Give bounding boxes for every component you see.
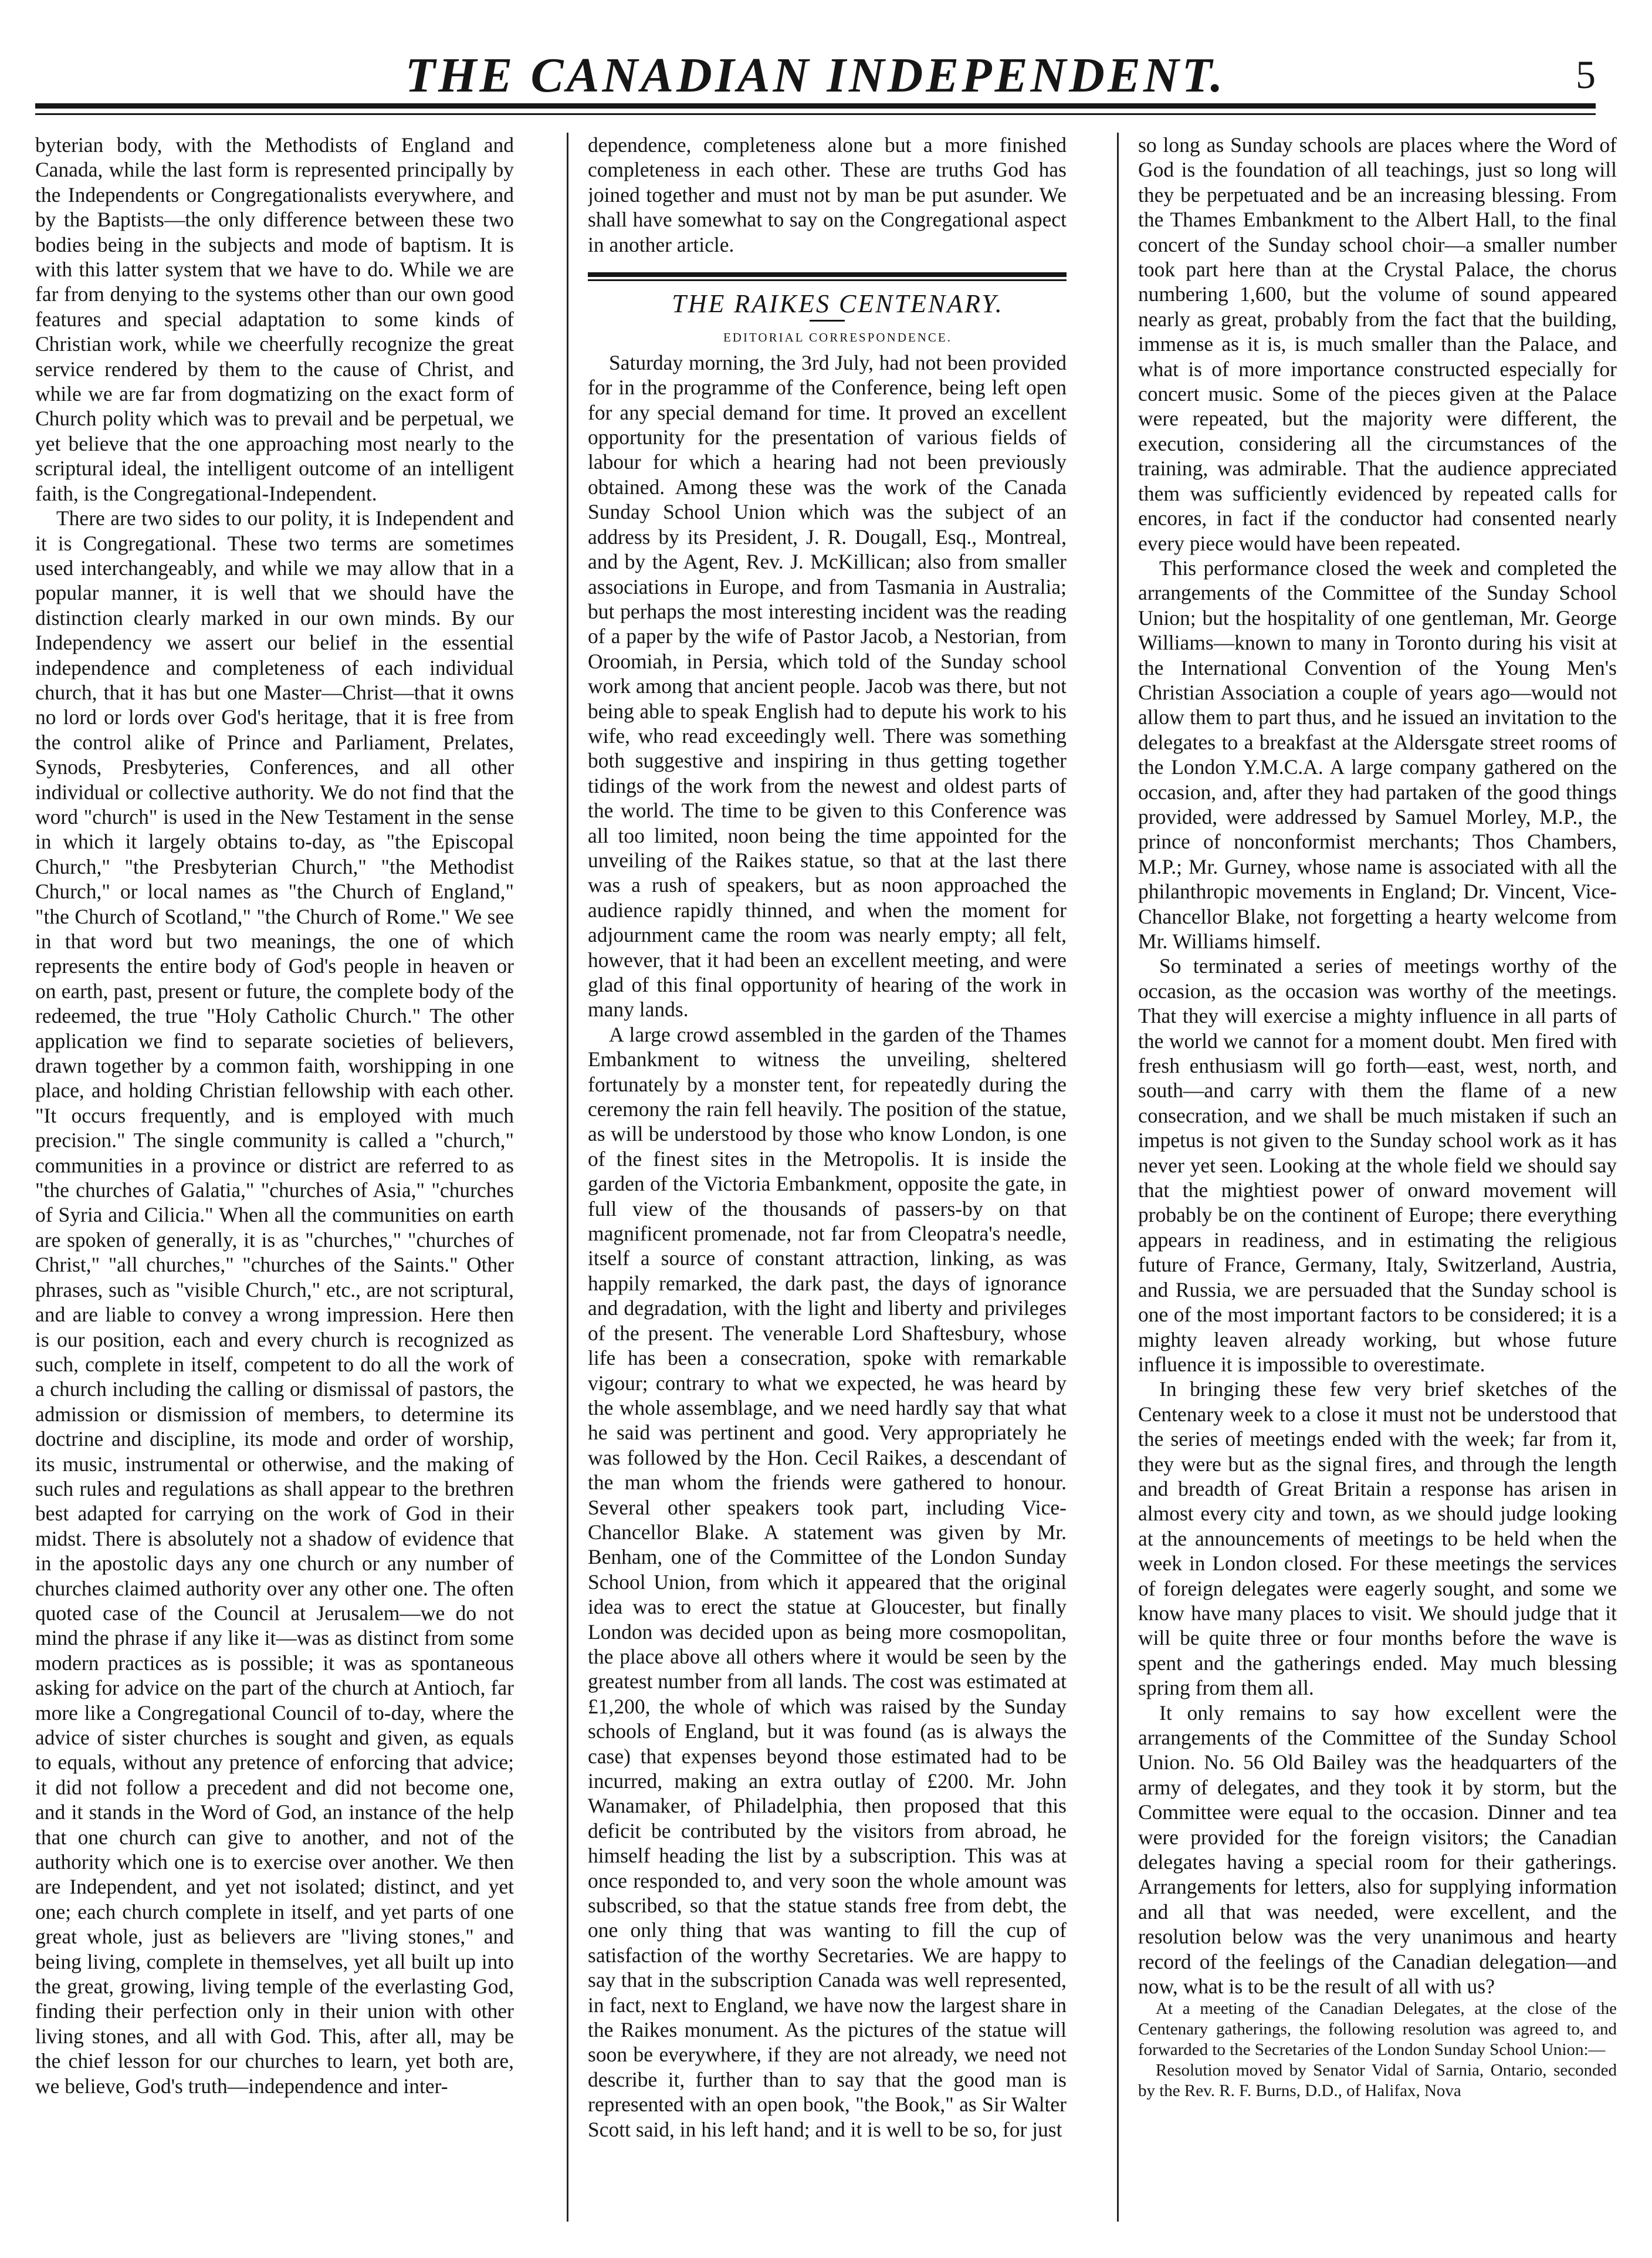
title-underline (810, 320, 845, 322)
header-rule-thin (35, 113, 1596, 115)
col3-paragraph-5: It only remains to say how excellent were the arrangements of the Committee of the Sunday School Union. No. 56 Old Bailey was the headquarters of the army of delegates, and they took it by storm, but the Committee were equal to the occasion. Dinner and tea were provided for the foreign visitors; the Canadian delegates having a special room for their gatherings. Arrangements for letters, also for supplying information and all that was needed, were excellent, and the resolution below was the very unanimous and hearty record of the feelings of the Canadian delegation—and now, what is to be the result of all with us? (1138, 1701, 1617, 1999)
page-number: 5 (1576, 52, 1596, 97)
col3-paragraph-3: So terminated a series of meetings worthy of the occasion, as the occasion was worthy of the meetings. That they will exercise a mighty influence in all parts of the world we cannot for a moment doubt. Men fired with fresh enthusiasm will go forth—east, west, north, and south—and carry with them the flame of a new consecration, and we shall be much mistaken if such an impetus is not given to the Sunday school work as it has never yet seen. Looking at the whole field we should say that the mightiest power of onward movement will probably be on the continent of Europe; there everything appears in readiness, and in estimating the religious future of France, Germany, Italy, Switzerland, Austria, and Russia, we are persuaded that the Sunday school is one of the most important factors to be considered; it is a mighty leaven already working, but whose future influence it is impossible to overestimate. (1138, 954, 1617, 1376)
article-subtitle: EDITORIAL CORRESPONDENCE. (723, 330, 952, 345)
column-divider-2 (1117, 133, 1119, 2222)
resolution-note-2: Resolution moved by Senator Vidal of Sarnia, Ontario, seconded by the Rev. R. F. Burns, D.D., of Halifax, Nova (1138, 2061, 1617, 2101)
column-3 (1138, 133, 1617, 2222)
publication-title: THE CANADIAN INDEPENDENT. (405, 48, 1226, 103)
col2-paragraph-2: A large crowd assembled in the garden of the Thames Embankment to witness the unveiling, sheltered fortunately by a monster tent, for repeatedly during the ceremony the rain fell heavily. The position of the statue, as will be understood by those who know London, is one of the finest sites in the Metropolis. It is inside the garden of the Victoria Embankment, opposite the gate, in full view of the thousands of passers-by on that magnificent promenade, not far from Cleopatra's needle, itself a source of constant attraction, linking, as was happily remarked, the dark past, the days of ignorance and degradation, with the light and liberty and privileges of the present. The venerable Lord Shaftesbury, whose life has been a consecration, spoke with remarkable vigour; contrary to what we expected, he was heard by the whole assemblage, and we need hardly say that what he said was pertinent and good. Very appropriately he was followed by the Hon. Cecil Raikes, a descendant of the man whom the friends were gathered to honour. Several other speakers took part, including Vice-Chancellor Blake. A statement was given by Mr. Benham, one of the Committee of the London Sunday School Union, from which it appeared that the original idea was to erect the statue at Gloucester, but finally London was decided upon as being more cosmopolitan, the place above all others where it would be seen by the greatest number from all lands. The cost was estimated at £1,200, the whole of which was raised by the Sunday schools of England, but it was found (as is always the case) that expenses beyond those estimated had to be incurred, making an extra outlay of £200. Mr. John Wanamaker, of Philadelphia, then proposed that this deficit be contributed by the visitors from abroad, he himself heading the list by a subscription. This was at once responded to, and very soon the whole amount was subscribed, so that the statue stands free from debt, the one only thing that was wanting to fill the cup of satisfaction of the worthy Secretaries. We are happy to say that in the subscription Canada was well represented, in fact, next to England, we have now the largest share in the Raikes monument. As the pictures of the statue will soon be everywhere, if they are not already, we need not describe it, further than to say that the good man is represented with an open book, "the Book," as Sir Walter Scott said, in his left hand; and it is well to be so, for just (588, 1022, 1067, 2141)
column-divider-1 (567, 133, 568, 2222)
col2-paragraph-1: Saturday morning, the 3rd July, had not been provided for in the programme of the Conference, being left open for any special demand for time. It proved an excellent opportunity for the presentation of various fields of labour for which a hearing had not been previously obtained. Among these was the work of the Canada Sunday School Union which was the subject of an address by its President, J. R. Dougall, Esq., Montreal, and by the Agent, Rev. J. McKillican; also from smaller associations in Europe, and from Tasmania in Australia; but perhaps the most interesting incident was the reading of a paper by the wife of Pastor Jacob, a Nestorian, from Oroomiah, in Persia, which told of the Sunday school work among that ancient people. Jacob was there, but not being able to speak English had to depute his work to his wife, who read exceedingly well. There was something both suggestive and inspiring in thus getting together tidings of the work from the newest and oldest parts of the world. The time to be given to this Conference was all too limited, noon being the time appointed for the unveiling of the Raikes statue, so that at the last there was a rush of speakers, but as noon approached the audience rapidly thinned, and when the moment for adjournment came the room was nearly empty; all felt, however, that it had been an excellent meeting, and were glad of this final opportunity of hearing of the work in many lands. (588, 350, 1067, 1022)
col1-paragraph-1: byterian body, with the Methodists of England and Canada, while the last form is represented principally by the Independents or Congregationalists everywhere, and by the Baptists—the only difference between these two bodies being in the subjects and mode of baptism. It is with this latter system that we have to do. While we are far from denying to the systems other than our own good features and special adaptation to some kinds of Christian work, while we cheerfully recognize the great service rendered by them to the cause of Christ, and while we are far from dogmatizing on the exact form of Church polity which was to prevail and be perpetual, we yet believe that the one approaching most nearly to the scriptural ideal, the intelligent outcome of an intelligent faith, is the Congregational-Independent. (35, 133, 514, 505)
col2-intro-paragraph: dependence, completeness alone but a more finished completeness in each other. These are truths God has joined together and must not by man be put asunder. We shall have somewhat to say on the Congregational aspect in another article. (588, 133, 1067, 256)
column-1 (35, 133, 514, 2222)
article-title: THE RAIKES CENTENARY. (672, 289, 1004, 319)
col3-paragraph-2: This performance closed the week and completed the arrangements of the Committee of the Sunday School Union; but the hospitality of one gentleman, Mr. George Williams—known to many in Toronto during his visit at the International Convention of the Young Men's Christian Association a couple of years ago—would not allow them to part thus, and he issued an invitation to the delegates to a breakfast at the Aldersgate street rooms of the London Y.M.C.A. A large company gathered on the occasion, and, after they had partaken of the good things provided, were addressed by Samuel Morley, M.P., the prince of nonconformist merchants; Thos Chambers, M.P.; Mr. Gurney, whose name is associated with all the philanthropic movements in England; Dr. Vincent, Vice-Chancellor Blake, not forgetting a hearty welcome from Mr. Williams himself. (1138, 556, 1617, 953)
col1-paragraph-2: There are two sides to our polity, it is Independent and it is Congregational. These two terms are sometimes used interchangeably, and while we may allow that in a popular manner, it is well that we should have the distinction clearly marked in our own minds. By our Independency we assert our belief in the essential independence and completeness of each individual church, that it has but one Master—Christ—that it owns no lord or lords over God's heritage, that it is free from the control alike of Prince and Parliament, Prelates, Synods, Presbyteries, Conferences, and all other individual or collective authority. We do not find that the word "church" is used in the New Testament in the sense in which it largely obtains to-day, as "the Episcopal Church," "the Presbyterian Church," "the Methodist Church," or local names as "the Church of England," "the Church of Scotland," "the Church of Rome." We see in that word but two meanings, the one of which represents the entire body of God's people in heaven or on earth, past, present or future, the complete body of the redeemed, the true "Holy Catholic Church." The other application we find to separate societies of believers, drawn together by a common faith, worshipping in one place, and holding Christian fellowship with each other. "It occurs frequently, and is employed with much precision." The single community is called a "church," communities in a province or district are referred to as "the churches of Galatia," "churches of Asia," "churches of Syria and Cilicia." When all the communities on earth are spoken of generally, it is as "churches," "churches of Christ," "all churches," "churches of the Saints." Other phrases, such as "visible Church," etc., are not scriptural, and are liable to convey a wrong impression. Here then is our position, each and every church is recognized as such, complete in itself, competent to do all the work of a church including the calling or dismissal of pastors, the admission or dismission of members, to determine its doctrine and discipline, its mode and order of worship, its music, instrumental or otherwise, and the making of such rules and regulations as shall appear to the brethren best adapted for carrying on the work of God in their midst. There is absolutely not a shadow of evidence that in the apostolic days any one church or any number of churches claimed authority over any other one. The often quoted case of the Council at Jerusalem—we do not mind the phrase if any like it—was as distinct from some modern practices as is possible; it was as spontaneous asking for advice on the part of the church at Antioch, far more like a Congregational Council of to-day, where the advice of sister churches is sought and given, as equals to equals, without any pretence of enforcing that advice; it did not follow a precedent and did not become one, and it stands in the Word of God, an instance of the help that one church can give to another, and not of the authority which one is to exercise over another. We then are Independent, and yet not isolated; distinct, and yet one; each church complete in itself, and yet parts of one great whole, just as believers are "living stones," and being living, complete in themselves, yet all built up into the great, growing, living temple of the everlasting God, finding their perfection only in their union with other living stones, and all with God. This, after all, may be the chief lesson for our churches to learn, yet both are, we believe, God's truth—independence and inter- (35, 506, 514, 2098)
header-rule-thick (35, 103, 1596, 109)
resolution-notes (1138, 1999, 1617, 2101)
col3-paragraph-1: so long as Sunday schools are places where the Word of God is the foundation of all teachings, just so long will they be perpetuated and be an increasing blessing. From the Thames Embankment to the Albert Hall, to the final concert of the Sunday school choir—a smaller number took part here than at the Crystal Palace, the chorus numbering 1,600, but the volume of sound appeared nearly as great, probably from the fact that the building, immense as it is, is much smaller than the Palace, and what is of more importance constructed especially for concert music. Some of the pieces given at the Palace were repeated, but the majority were different, the execution, considering all the circumstances of the training, was admirable. That the audience appreciated them was sufficiently evidenced by repeated calls for encores, in fact if the conductor had consented nearly every piece would have been repeated. (1138, 133, 1617, 555)
article-separator-thin (588, 279, 1067, 281)
col3-paragraph-4: In bringing these few very brief sketches of the Centenary week to a close it must not be understood that the series of meetings ended with the week; far from it, they were but as the signal fires, and through the length and breadth of Great Britain a response has arisen in almost every city and town, as we should judge looking at the announcements of meetings to be held when the week in London closed. For these meetings the services of foreign delegates were eagerly sought, and some we know have many places to visit. We should judge that it will be quite three or four months before the wave is spent and the gatherings ended. May much blessing spring from them all. (1138, 1377, 1617, 1700)
article-separator-thick (588, 272, 1067, 277)
column-2 (588, 133, 1067, 2222)
masthead (35, 47, 1596, 111)
resolution-note-1: At a meeting of the Canadian Delegates, at the close of the Centenary gatherings, the following resolution was agreed to, and forwarded to the Secretaries of the London Sunday School Union:— (1138, 1999, 1617, 2060)
